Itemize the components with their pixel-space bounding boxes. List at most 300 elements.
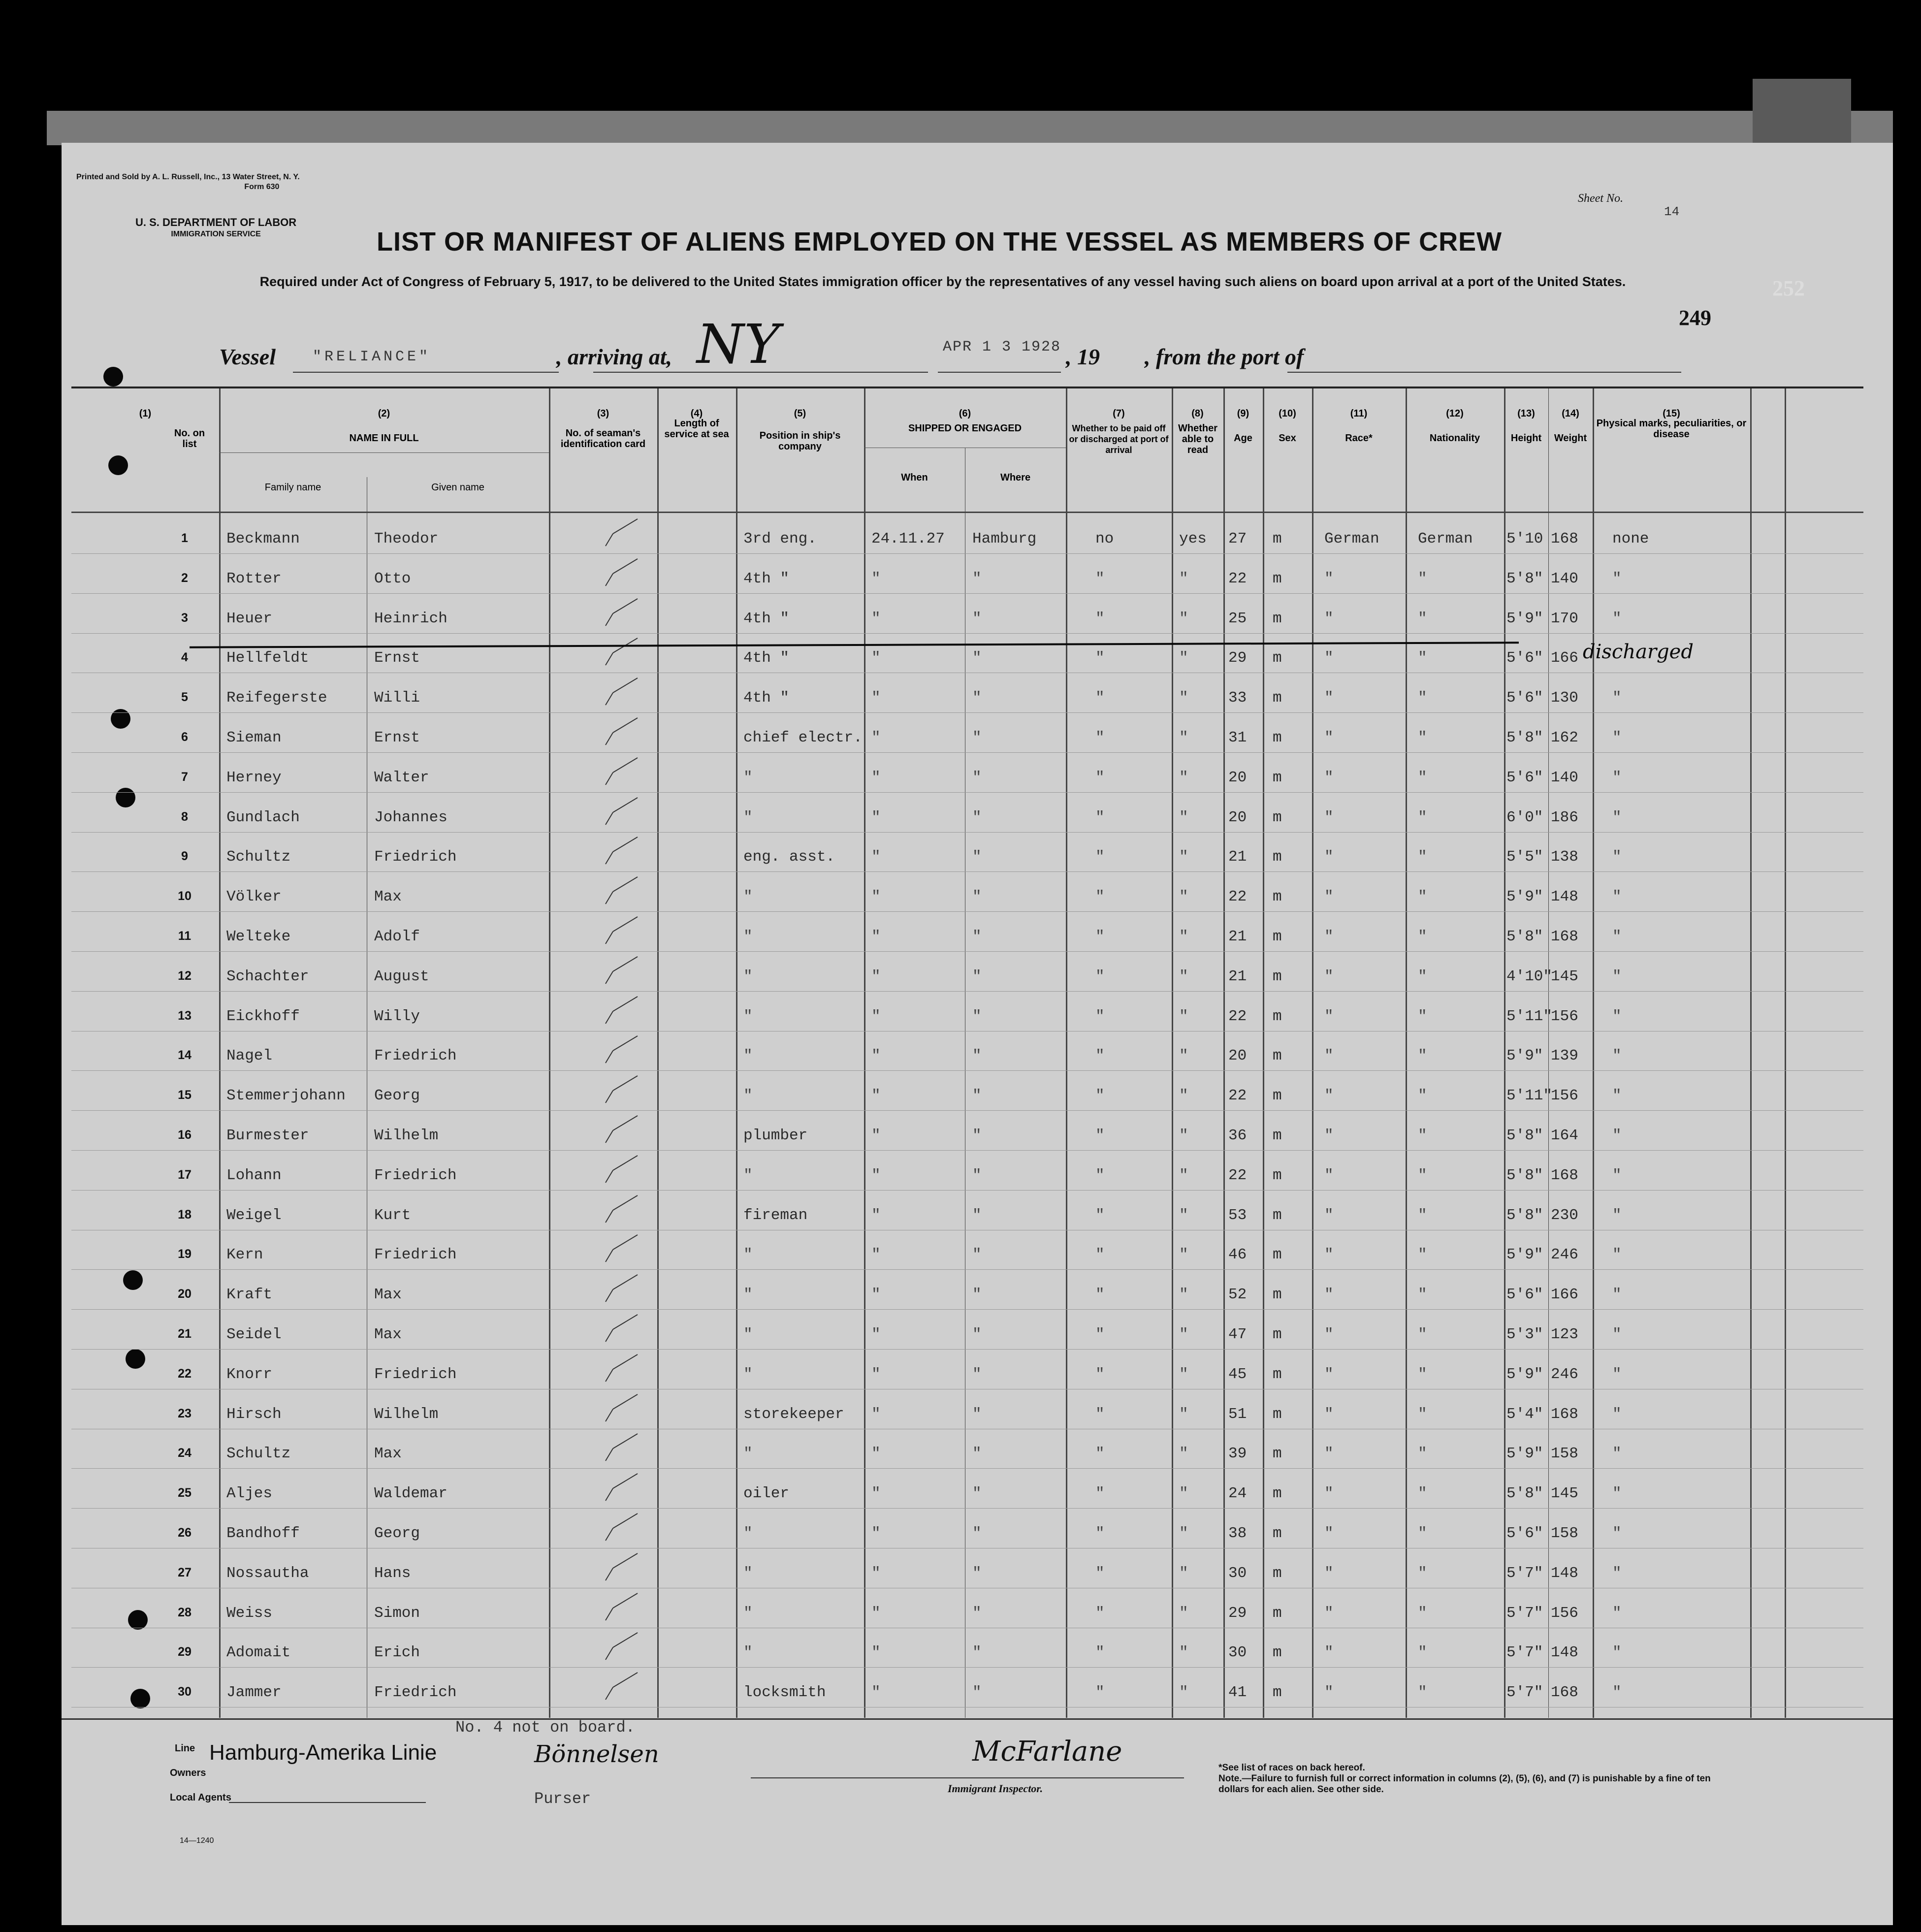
cell-paid-off: " bbox=[1095, 1604, 1105, 1622]
header-given-name: Given name bbox=[431, 482, 484, 493]
cell-position: chief electr. bbox=[743, 729, 863, 746]
cell-family-name: Aljes bbox=[226, 1485, 273, 1503]
cell-weight: 130 bbox=[1551, 689, 1578, 707]
cell-family-name: Nagel bbox=[226, 1047, 273, 1065]
cell-sex: m bbox=[1273, 1166, 1282, 1184]
cell-race: " bbox=[1324, 1127, 1334, 1144]
cell-paid-off: " bbox=[1095, 769, 1105, 786]
row-rule bbox=[71, 1269, 1863, 1270]
cell-nationality: " bbox=[1418, 928, 1427, 945]
cell-given-name: Otto bbox=[374, 570, 411, 587]
name-header-rule bbox=[219, 452, 549, 453]
cell-sex: m bbox=[1273, 1286, 1282, 1304]
cell-weight: 156 bbox=[1551, 1007, 1578, 1025]
row-number: 9 bbox=[181, 849, 188, 864]
cell-weight: 230 bbox=[1551, 1206, 1578, 1224]
column-divider bbox=[1785, 388, 1786, 1718]
row-rule bbox=[71, 991, 1863, 992]
header-no-on-list: No. on list bbox=[174, 428, 205, 450]
cell-position: " bbox=[743, 888, 753, 906]
cell-able-to-read: " bbox=[1179, 1007, 1188, 1025]
row-number: 16 bbox=[178, 1128, 192, 1142]
header-position: Position in ship's company bbox=[759, 430, 841, 452]
line-label: Line bbox=[175, 1743, 195, 1754]
cell-position: 4th " bbox=[743, 610, 790, 627]
cell-physical-marks: " bbox=[1612, 1166, 1622, 1184]
cell-physical-marks: " bbox=[1612, 1604, 1622, 1622]
cell-race: " bbox=[1324, 1166, 1334, 1184]
cell-position: " bbox=[743, 967, 753, 985]
cell-age: 22 bbox=[1228, 888, 1247, 906]
cell-weight: 158 bbox=[1551, 1445, 1578, 1463]
cell-given-name: Erich bbox=[374, 1644, 420, 1662]
cell-age: 39 bbox=[1228, 1445, 1247, 1463]
cell-weight: 138 bbox=[1551, 848, 1578, 866]
cell-physical-marks: " bbox=[1612, 1564, 1622, 1582]
cell-sex: m bbox=[1273, 1525, 1282, 1542]
cell-height: 5'5" bbox=[1506, 848, 1543, 866]
row-number: 8 bbox=[181, 809, 188, 824]
cell-race: " bbox=[1324, 1246, 1334, 1264]
check-mark-icon bbox=[603, 556, 642, 591]
cell-position: " bbox=[743, 1166, 753, 1184]
cell-height: 5'9" bbox=[1506, 1047, 1543, 1065]
cell-given-name: Max bbox=[374, 1445, 402, 1463]
cell-family-name: Adomait bbox=[226, 1644, 291, 1662]
cell-physical-marks: " bbox=[1612, 1007, 1622, 1025]
row-rule bbox=[71, 752, 1863, 753]
cell-given-name: Willi bbox=[374, 689, 420, 707]
cell-paid-off: " bbox=[1095, 1564, 1105, 1582]
cell-height: 5'7" bbox=[1506, 1644, 1543, 1662]
cell-shipped-where: " bbox=[972, 1286, 982, 1304]
cell-family-name: Kern bbox=[226, 1246, 263, 1264]
cell-family-name: Herney bbox=[226, 769, 282, 786]
row-number: 25 bbox=[178, 1486, 192, 1500]
cell-height: 4'10" bbox=[1506, 967, 1553, 985]
row-rule bbox=[71, 712, 1863, 713]
cell-family-name: Sieman bbox=[226, 729, 282, 746]
cell-race: " bbox=[1324, 1286, 1334, 1304]
cell-given-name: Simon bbox=[374, 1604, 420, 1622]
colnum-7: (7) bbox=[1113, 408, 1125, 419]
row-rule bbox=[71, 1468, 1863, 1469]
row-rule bbox=[71, 593, 1863, 594]
cell-given-name: Max bbox=[374, 1286, 402, 1304]
cell-race: " bbox=[1324, 1604, 1334, 1622]
cell-shipped-where: " bbox=[972, 769, 982, 786]
cell-family-name: Weigel bbox=[226, 1206, 282, 1224]
cell-able-to-read: " bbox=[1179, 610, 1188, 627]
cell-position: oiler bbox=[743, 1485, 790, 1503]
header-able-read: Whether able to read bbox=[1178, 423, 1217, 455]
check-mark-icon bbox=[603, 1073, 642, 1108]
cell-physical-marks: " bbox=[1612, 1326, 1622, 1343]
cell-family-name: Heuer bbox=[226, 610, 273, 627]
cell-height: 5'6" bbox=[1506, 649, 1543, 667]
cell-given-name: Ernst bbox=[374, 729, 420, 746]
cell-height: 5'7" bbox=[1506, 1684, 1543, 1702]
cell-given-name: Kurt bbox=[374, 1206, 411, 1224]
cell-able-to-read: " bbox=[1179, 1485, 1188, 1503]
cell-age: 33 bbox=[1228, 689, 1247, 707]
column-divider bbox=[1504, 388, 1505, 1718]
cell-sex: m bbox=[1273, 1246, 1282, 1264]
cell-height: 5'8" bbox=[1506, 1485, 1543, 1503]
owners-value: Hamburg-Amerika Linie bbox=[209, 1740, 437, 1765]
cell-shipped-when: " bbox=[871, 848, 881, 866]
cell-age: 36 bbox=[1228, 1127, 1247, 1144]
row-number: 28 bbox=[178, 1605, 192, 1619]
row-number: 18 bbox=[178, 1207, 192, 1222]
row-number: 30 bbox=[178, 1685, 192, 1699]
cell-shipped-when: " bbox=[871, 1644, 881, 1662]
cell-sex: m bbox=[1273, 1405, 1282, 1423]
cell-position: " bbox=[743, 1286, 753, 1304]
cell-nationality: " bbox=[1418, 808, 1427, 826]
cell-able-to-read: " bbox=[1179, 967, 1188, 985]
cell-nationality: " bbox=[1418, 1405, 1427, 1423]
cell-shipped-when: " bbox=[871, 1485, 881, 1503]
cell-shipped-where: " bbox=[972, 888, 982, 906]
row-number: 1 bbox=[181, 531, 188, 545]
cell-nationality: " bbox=[1418, 1206, 1427, 1224]
cell-race: " bbox=[1324, 1405, 1334, 1423]
cell-able-to-read: " bbox=[1179, 1246, 1188, 1264]
cell-position: " bbox=[743, 1644, 753, 1662]
cell-sex: m bbox=[1273, 1564, 1282, 1582]
page-number: 249 bbox=[1679, 306, 1711, 330]
row-rule bbox=[71, 633, 1863, 634]
cell-physical-marks: " bbox=[1612, 570, 1622, 587]
cell-shipped-when: " bbox=[871, 1286, 881, 1304]
cell-given-name: Waldemar bbox=[374, 1485, 448, 1503]
cell-race: " bbox=[1324, 1564, 1334, 1582]
cell-paid-off: " bbox=[1095, 649, 1105, 667]
cell-shipped-when: " bbox=[871, 1365, 881, 1383]
cell-position: " bbox=[743, 1246, 753, 1264]
cell-weight: 246 bbox=[1551, 1246, 1578, 1264]
footer-notes bbox=[1218, 1763, 1711, 1795]
cell-sex: m bbox=[1273, 530, 1282, 547]
cell-physical-marks: " bbox=[1612, 1405, 1622, 1423]
department-name: U. S. DEPARTMENT OF LABOR bbox=[135, 216, 297, 228]
cell-given-name: Ernst bbox=[374, 649, 420, 667]
cell-age: 22 bbox=[1228, 1166, 1247, 1184]
row-rule bbox=[71, 1150, 1863, 1151]
cell-position: plumber bbox=[743, 1127, 808, 1144]
cell-shipped-when: " bbox=[871, 1166, 881, 1184]
cell-sex: m bbox=[1273, 967, 1282, 985]
cell-family-name: Hirsch bbox=[226, 1405, 282, 1423]
cell-sex: m bbox=[1273, 689, 1282, 707]
cell-position: " bbox=[743, 769, 753, 786]
cell-able-to-read: " bbox=[1179, 928, 1188, 945]
cell-paid-off: " bbox=[1095, 1405, 1105, 1423]
cell-given-name: Wilhelm bbox=[374, 1127, 439, 1144]
cell-nationality: " bbox=[1418, 1087, 1427, 1105]
check-mark-icon bbox=[603, 1153, 642, 1188]
cell-race: " bbox=[1324, 1445, 1334, 1463]
check-mark-icon bbox=[603, 1392, 642, 1426]
row-number: 27 bbox=[178, 1565, 192, 1579]
cell-race: " bbox=[1324, 1326, 1334, 1343]
cell-weight: 166 bbox=[1551, 1286, 1578, 1304]
cell-shipped-where: " bbox=[972, 967, 982, 985]
colnum-15: (15) bbox=[1663, 408, 1680, 419]
row-rule bbox=[71, 1190, 1863, 1191]
check-mark-icon bbox=[603, 1033, 642, 1068]
row-number: 26 bbox=[178, 1526, 192, 1540]
colnum-10: (10) bbox=[1279, 408, 1296, 419]
cell-able-to-read: yes bbox=[1179, 530, 1207, 547]
cell-age: 30 bbox=[1228, 1564, 1247, 1582]
cell-race: " bbox=[1324, 1485, 1334, 1503]
cell-sex: m bbox=[1273, 1445, 1282, 1463]
row-number: 11 bbox=[178, 929, 192, 943]
cell-given-name: Friedrich bbox=[374, 1047, 457, 1065]
cell-able-to-read: " bbox=[1179, 1365, 1188, 1383]
cell-shipped-where: " bbox=[972, 729, 982, 746]
cell-height: 5'8" bbox=[1506, 729, 1543, 746]
cell-physical-marks: " bbox=[1612, 1525, 1622, 1542]
row-number: 23 bbox=[178, 1406, 192, 1420]
cell-race: " bbox=[1324, 928, 1334, 945]
colnum-1: (1) bbox=[139, 408, 152, 419]
cell-family-name: Schultz bbox=[226, 848, 291, 866]
cell-race: " bbox=[1324, 1525, 1334, 1542]
cell-height: 5'10 bbox=[1506, 530, 1543, 547]
cell-sex: m bbox=[1273, 1604, 1282, 1622]
header-nationality: Nationality bbox=[1429, 433, 1480, 444]
local-agents-underline bbox=[229, 1802, 426, 1803]
purser-signature: Bönnelsen bbox=[534, 1740, 659, 1768]
row-number: 20 bbox=[178, 1287, 192, 1301]
cell-paid-off: " bbox=[1095, 967, 1105, 985]
header-length-service: Length of service at sea bbox=[664, 418, 729, 440]
column-divider bbox=[1066, 388, 1067, 1718]
cell-shipped-where: " bbox=[972, 1365, 982, 1383]
cell-position: eng. asst. bbox=[743, 848, 835, 866]
header-where: Where bbox=[1000, 472, 1031, 483]
crew-manifest-table bbox=[71, 386, 1863, 1718]
cell-weight: 145 bbox=[1551, 967, 1578, 985]
cell-able-to-read: " bbox=[1179, 848, 1188, 866]
cell-weight: 148 bbox=[1551, 1564, 1578, 1582]
cell-given-name: Friedrich bbox=[374, 1684, 457, 1702]
cell-able-to-read: " bbox=[1179, 1087, 1188, 1105]
cell-age: 25 bbox=[1228, 610, 1247, 627]
cell-given-name: Wilhelm bbox=[374, 1405, 439, 1423]
cell-physical-marks: " bbox=[1612, 1644, 1622, 1662]
cell-position: " bbox=[743, 1604, 753, 1622]
cell-weight: 168 bbox=[1551, 530, 1578, 547]
form-code: 14—1240 bbox=[180, 1836, 214, 1845]
header-when: When bbox=[901, 472, 928, 483]
column-divider bbox=[1223, 388, 1225, 1718]
cell-family-name: Hellfeldt bbox=[226, 649, 309, 667]
cell-physical-marks: " bbox=[1612, 689, 1622, 707]
column-divider bbox=[1548, 388, 1549, 1718]
cell-given-name: Friedrich bbox=[374, 1166, 457, 1184]
cell-weight: 168 bbox=[1551, 928, 1578, 945]
cell-position: " bbox=[743, 1007, 753, 1025]
cell-shipped-where: " bbox=[972, 848, 982, 866]
cell-nationality: " bbox=[1418, 1684, 1427, 1702]
cell-physical-marks: " bbox=[1612, 928, 1622, 945]
cell-shipped-when: " bbox=[871, 570, 881, 587]
header-sex: Sex bbox=[1279, 433, 1296, 444]
cell-family-name: Beckmann bbox=[226, 530, 300, 547]
cell-age: 51 bbox=[1228, 1405, 1247, 1423]
cell-paid-off: " bbox=[1095, 610, 1105, 627]
cell-sex: m bbox=[1273, 1087, 1282, 1105]
cell-shipped-when: " bbox=[871, 1326, 881, 1343]
row-number: 4 bbox=[181, 650, 188, 665]
cell-sex: m bbox=[1273, 1644, 1282, 1662]
cell-shipped-where: " bbox=[972, 1684, 982, 1702]
cell-sex: m bbox=[1273, 848, 1282, 866]
cell-height: 5'8" bbox=[1506, 928, 1543, 945]
cell-position: fireman bbox=[743, 1206, 808, 1224]
row-number: 17 bbox=[178, 1167, 192, 1182]
cell-given-name: Georg bbox=[374, 1087, 420, 1105]
colnum-14: (14) bbox=[1562, 408, 1579, 419]
cell-nationality: German bbox=[1418, 530, 1473, 547]
cell-shipped-when: " bbox=[871, 888, 881, 906]
header-age: Age bbox=[1234, 433, 1252, 444]
cell-height: 5'9" bbox=[1506, 1445, 1543, 1463]
cell-weight: 140 bbox=[1551, 769, 1578, 786]
cell-age: 46 bbox=[1228, 1246, 1247, 1264]
cell-paid-off: " bbox=[1095, 570, 1105, 587]
cell-sex: m bbox=[1273, 1127, 1282, 1144]
cell-able-to-read: " bbox=[1179, 689, 1188, 707]
column-divider bbox=[1406, 388, 1407, 1718]
cell-physical-marks: " bbox=[1612, 769, 1622, 786]
cell-weight: 186 bbox=[1551, 808, 1578, 826]
cell-race: " bbox=[1324, 1365, 1334, 1383]
column-divider bbox=[219, 388, 221, 1718]
cell-family-name: Schultz bbox=[226, 1445, 291, 1463]
cell-shipped-when: " bbox=[871, 729, 881, 746]
row-number: 13 bbox=[178, 1008, 192, 1023]
cell-shipped-where: " bbox=[972, 610, 982, 627]
cell-shipped-when: " bbox=[871, 769, 881, 786]
cell-race: " bbox=[1324, 689, 1334, 707]
cell-nationality: " bbox=[1418, 729, 1427, 746]
cell-paid-off: " bbox=[1095, 1525, 1105, 1542]
cell-given-name: Johannes bbox=[374, 808, 448, 826]
cell-nationality: " bbox=[1418, 888, 1427, 906]
date-underline bbox=[938, 372, 1061, 373]
vessel-label: Vessel bbox=[219, 344, 276, 369]
colnum-9: (9) bbox=[1237, 408, 1249, 419]
cell-sex: m bbox=[1273, 1485, 1282, 1503]
cell-physical-marks: none bbox=[1612, 530, 1649, 547]
cell-age: 22 bbox=[1228, 1087, 1247, 1105]
vessel-name: "RELIANCE" bbox=[313, 349, 431, 365]
check-mark-icon bbox=[603, 1471, 642, 1506]
cell-physical-marks: " bbox=[1612, 1485, 1622, 1503]
check-mark-icon bbox=[603, 1591, 642, 1625]
cell-race: " bbox=[1324, 808, 1334, 826]
row-rule bbox=[71, 1309, 1863, 1310]
check-mark-icon bbox=[603, 1113, 642, 1148]
cell-paid-off: " bbox=[1095, 888, 1105, 906]
cell-shipped-when: " bbox=[871, 808, 881, 826]
cell-shipped-where: " bbox=[972, 1326, 982, 1343]
cell-race: " bbox=[1324, 1206, 1334, 1224]
row-rule bbox=[71, 1110, 1863, 1111]
cell-paid-off: " bbox=[1095, 1365, 1105, 1383]
cell-position: " bbox=[743, 1326, 753, 1343]
cell-age: 53 bbox=[1228, 1206, 1247, 1224]
cell-position: " bbox=[743, 1047, 753, 1065]
header-id-card: No. of seaman's identification card bbox=[560, 428, 646, 450]
cell-shipped-where: " bbox=[972, 1604, 982, 1622]
punch-hole bbox=[103, 367, 123, 386]
inspector-underline bbox=[751, 1777, 1184, 1778]
cell-race: " bbox=[1324, 1047, 1334, 1065]
row-rule bbox=[71, 951, 1863, 952]
row-number: 7 bbox=[181, 770, 188, 784]
service-name: IMMIGRATION SERVICE bbox=[171, 230, 261, 238]
check-mark-icon bbox=[603, 1511, 642, 1546]
cell-family-name: Völker bbox=[226, 888, 282, 906]
row-rule bbox=[71, 1508, 1863, 1509]
cell-physical-marks: " bbox=[1612, 1246, 1622, 1264]
cell-paid-off: no bbox=[1095, 530, 1114, 547]
underlying-sheet-edge bbox=[47, 111, 1893, 145]
cell-family-name: Bandhoff bbox=[226, 1525, 300, 1542]
cell-paid-off: " bbox=[1095, 1127, 1105, 1144]
cell-given-name: August bbox=[374, 967, 429, 985]
cell-able-to-read: " bbox=[1179, 570, 1188, 587]
cell-nationality: " bbox=[1418, 1007, 1427, 1025]
cell-physical-marks: " bbox=[1612, 967, 1622, 985]
header-shipped: SHIPPED OR ENGAGED bbox=[908, 423, 1022, 434]
row-number: 15 bbox=[178, 1088, 192, 1102]
check-mark-icon bbox=[603, 516, 642, 551]
cell-position: 3rd eng. bbox=[743, 530, 817, 547]
colnum-2: (2) bbox=[378, 408, 390, 419]
cell-sex: m bbox=[1273, 928, 1282, 945]
column-divider bbox=[736, 388, 737, 1718]
cell-position: " bbox=[743, 1525, 753, 1542]
cell-age: 52 bbox=[1228, 1286, 1247, 1304]
arriving-label: , arriving at, bbox=[556, 344, 672, 369]
cell-height: 5'7" bbox=[1506, 1604, 1543, 1622]
cell-race: " bbox=[1324, 769, 1334, 786]
cell-weight: 246 bbox=[1551, 1365, 1578, 1383]
cell-paid-off: " bbox=[1095, 1644, 1105, 1662]
cell-paid-off: " bbox=[1095, 1206, 1105, 1224]
cell-shipped-where: " bbox=[972, 1564, 982, 1582]
check-mark-icon bbox=[603, 835, 642, 869]
cell-given-name: Georg bbox=[374, 1525, 420, 1542]
colnum-8: (8) bbox=[1191, 408, 1204, 419]
cell-age: 21 bbox=[1228, 848, 1247, 866]
cell-family-name: Jammer bbox=[226, 1684, 282, 1702]
cell-age: 20 bbox=[1228, 769, 1247, 786]
column-divider bbox=[864, 388, 865, 1718]
row-rule bbox=[71, 792, 1863, 793]
cell-shipped-where: " bbox=[972, 928, 982, 945]
check-mark-icon bbox=[603, 1312, 642, 1347]
cell-age: 24 bbox=[1228, 1485, 1247, 1503]
cell-paid-off: " bbox=[1095, 848, 1105, 866]
